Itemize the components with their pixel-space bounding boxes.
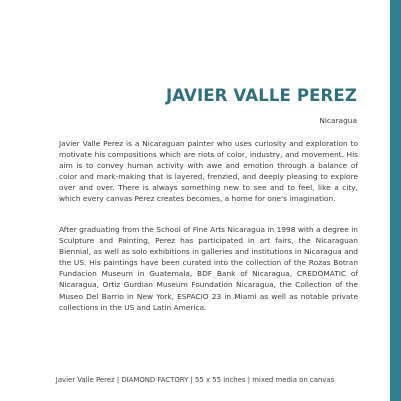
biography-paragraph: Javier Valle Perez is a Nicaraguan painter who uses curiosity and exploration to motivate his compositions which are riots of color, industry, and movement. His aim is to convey human activity with awe and emotion through a balance of color and mark-making that is layered, frenzied, and deeply pleasing to explore over and over. There is always something new to see and to feel, like a city, which every canvas Perez creates becomes, a home for one's imagination. — [59, 139, 358, 204]
accent-side-bar — [390, 0, 401, 401]
career-paragraph: After graduating from the School of Fine Arts Nicaragua in 1998 with a degree in Sculpture and Painting, Perez has participated in art fairs, the Nicaraguan Biennial, as well as solo exhibitions in galleries and institutions in Nicaragua and the US. His paintings have been curated into the collection of the Rozas Botran Fundacion Museum in Guatemala, BDF Bank of Nicaragua, CREDOMATIC of Nicaragua, Ortiz Gurdian Museum Foundation Nicaragua, the Collection of the Museo Del Barrio in New York, ESPACIO 23 in Miami as well as notable private collections in the US and Latin America. — [59, 225, 358, 312]
country-label: Nicaragua — [319, 116, 357, 125]
artist-name-heading: JAVIER VALLE PEREZ — [165, 86, 357, 105]
artwork-caption: Javier Valle Perez | DIAMOND FACTORY | 55 x 55 inches | mixed media on canvas — [55, 376, 335, 384]
